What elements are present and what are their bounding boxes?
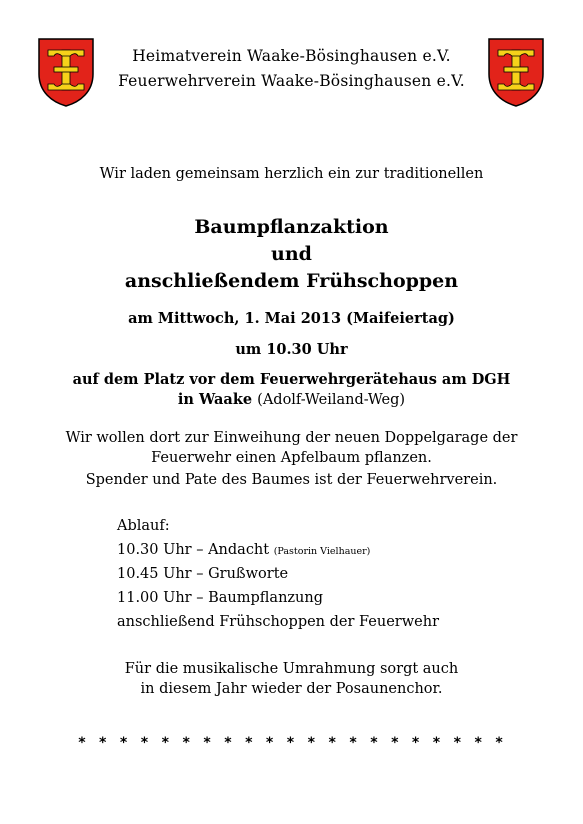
location-street: (Adolf-Weiland-Weg)	[257, 392, 406, 408]
music-note	[0, 659, 583, 699]
header-line-1: Heimatverein Waake-Bösinghausen e.V.	[132, 47, 451, 65]
location-line-2	[0, 390, 583, 410]
schedule-item	[117, 538, 439, 562]
schedule-item-4: anschließend Frühschoppen der Feuerwehr	[117, 614, 439, 630]
event-description	[0, 428, 583, 468]
music-line-1: Für die musikalische Umrahmung sorgt auch	[124, 661, 459, 677]
location-town: in Waake	[177, 391, 253, 408]
schedule-item-3: 11.00 Uhr – Baumpflanzung	[117, 590, 324, 606]
event-location	[0, 370, 583, 410]
header-line-2: Feuerwehrverein Waake-Bösinghausen e.V.	[118, 72, 465, 90]
footer-stars-divider: * * * * * * * * * * * * * * * * * * * * *	[77, 735, 506, 751]
event-title	[0, 214, 583, 295]
intro-text: Wir laden gemeinsam herzlich ein zur traditionellen	[99, 166, 484, 182]
description-line-1: Wir wollen dort zur Einweihung der neuen Doppelgarage der	[65, 430, 518, 446]
schedule	[117, 514, 439, 634]
event-time: um 10.30 Uhr	[235, 341, 348, 358]
music-line-2: in diesem Jahr wieder der Posaunenchor.	[140, 681, 443, 697]
letterhead	[0, 44, 583, 94]
schedule-item-1: 10.30 Uhr – Andacht	[117, 542, 270, 558]
schedule-item-1-note: (Pastorin Vielhauer)	[273, 546, 371, 557]
event-date: am Mittwoch, 1. Mai 2013 (Maifeiertag)	[128, 310, 455, 327]
description-line-2: Feuerwehr einen Apfelbaum pflanzen.	[151, 450, 432, 466]
schedule-item-2: 10.45 Uhr – Grußworte	[117, 566, 289, 582]
title-line-3: anschließendem Frühschoppen	[124, 270, 459, 292]
title-line-1: Baumpflanzaktion	[194, 216, 389, 238]
title-line-2: und	[271, 243, 312, 265]
schedule-heading: Ablauf:	[117, 518, 170, 534]
location-line-1: auf dem Platz vor dem Feuerwehrgerätehaus am DGH	[72, 371, 511, 388]
sponsor-text: Spender und Pate des Baumes ist der Feuerwehrverein.	[85, 472, 498, 488]
